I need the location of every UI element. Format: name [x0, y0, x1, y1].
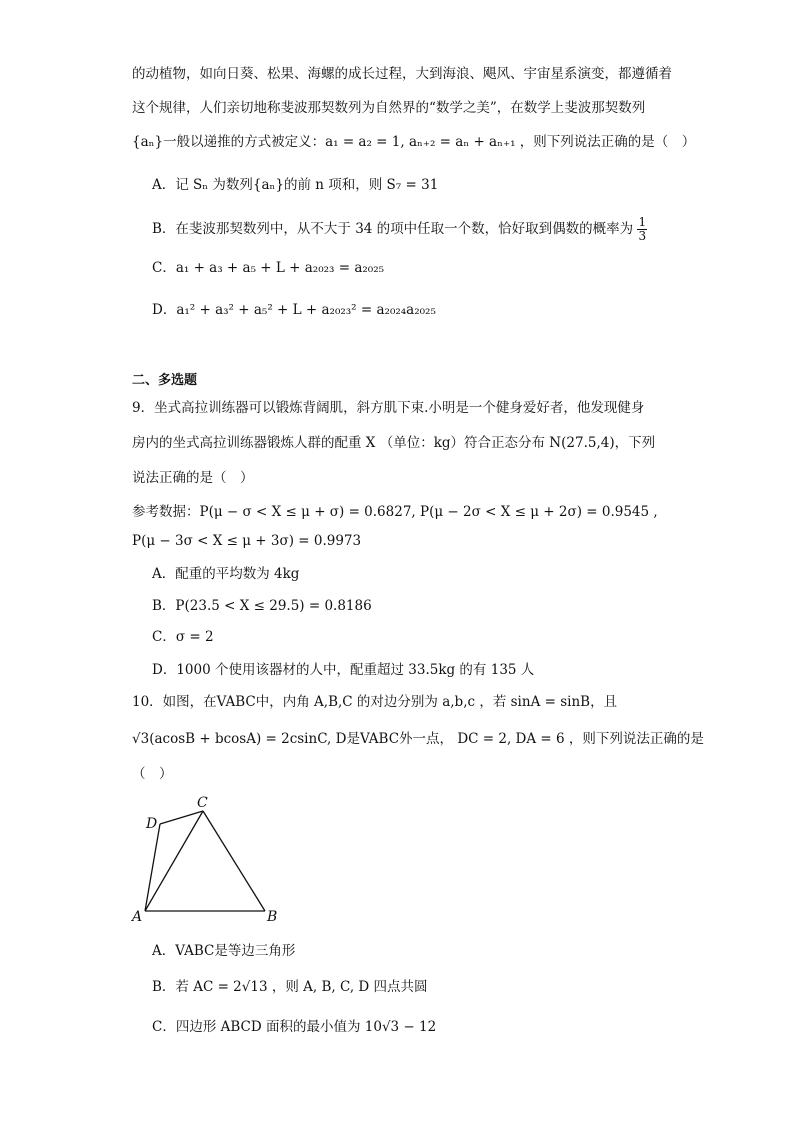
vertex-label-b: B — [267, 909, 278, 925]
q10-option-b: B．若 AC = 2√13 ，则 A, B, C, D 四点共圆 — [152, 979, 428, 995]
fraction-numerator: 1 — [638, 215, 647, 229]
q9-text-line-3: 说法正确的是（ ） — [132, 470, 254, 486]
q8-option-d: D．a₁² + a₃² + a₅² + L + a₂₀₂₃² = a₂₀₂₄a₂₀₂₅ — [152, 302, 436, 318]
q9-text-line-2: 房内的坐式高拉训练器锻炼人群的配重 X （单位：kg）符合正态分布 N(27.5,4)，下列 — [132, 435, 656, 451]
q8-option-b-fraction — [637, 216, 647, 243]
q10-text-line-3: （ ） — [132, 766, 173, 782]
q8-text-line-3: {aₙ}一般以递推的方式被定义：a₁ = a₂ = 1, aₙ₊₂ = aₙ + aₙ₊₁ ，则下列说法正确的是（ ） — [132, 134, 696, 150]
fraction-denominator: 3 — [638, 229, 647, 243]
edge-bc — [203, 811, 265, 911]
q8-option-b — [152, 216, 647, 243]
q10-option-c: C．四边形 ABCD 面积的最小值为 10√3 − 12 — [152, 1019, 437, 1035]
vertex-label-c: C — [197, 795, 208, 811]
q8-text-line-1: 的动植物，如向日葵、松果、海螺的成长过程，大到海浪、飓风、宇宙星系演变，都遵循着 — [132, 66, 672, 82]
vertex-label-a: A — [132, 909, 143, 925]
q9-reference-data-2: P(μ − 3σ < X ≤ μ + 3σ) = 0.9973 — [132, 533, 362, 549]
q9-option-a: A．配重的平均数为 4kg — [152, 566, 300, 582]
q9-option-b: B．P(23.5 < X ≤ 29.5) = 0.8186 — [152, 598, 372, 614]
figure-edges — [145, 811, 265, 911]
q10-option-a: A．VABC是等边三角形 — [152, 943, 296, 959]
section-heading: 二、多选题 — [132, 373, 198, 388]
q10-text-line-2: √3(acosB + bcosA) = 2csinC, D是VABC外一点， DC = 2, DA = 6 ，则下列说法正确的是 — [132, 731, 704, 747]
q10-text-line-1: 10．如图，在VABC中，内角 A,B,C 的对边分别为 a,b,c ，若 sinA = sinB，且 — [132, 694, 618, 710]
q8-option-b-text: B．在斐波那契数列中，从不大于 34 的项中任取一个数，恰好取到偶数的概率为 — [152, 221, 634, 237]
q8-option-c: C．a₁ + a₃ + a₅ + L + a₂₀₂₃ = a₂₀₂₅ — [152, 260, 385, 276]
q9-reference-data-1: 参考数据：P(μ − σ < X ≤ μ + σ) = 0.6827, P(μ − 2σ < X ≤ μ + 2σ) = 0.9545 , — [132, 504, 658, 520]
q9-option-d: D．1000 个使用该器材的人中，配重超过 33.5kg 的有 135 人 — [152, 662, 535, 678]
q8-option-a: A．记 Sₙ 为数列{aₙ}的前 n 项和，则 S₇ = 31 — [152, 177, 439, 193]
vertex-label-d: D — [146, 816, 158, 832]
q9-text-line-1: 9．坐式高拉训练器可以锻炼背阔肌，斜方肌下束.小明是一个健身爱好者，他发现健身 — [132, 400, 645, 416]
q8-text-line-2: 这个规律，人们亲切地称斐波那契数列为自然界的“数学之美”，在数学上斐波那契数列 — [132, 100, 646, 116]
q9-option-c: C．σ = 2 — [152, 629, 214, 645]
quadrilateral-figure — [120, 788, 300, 933]
